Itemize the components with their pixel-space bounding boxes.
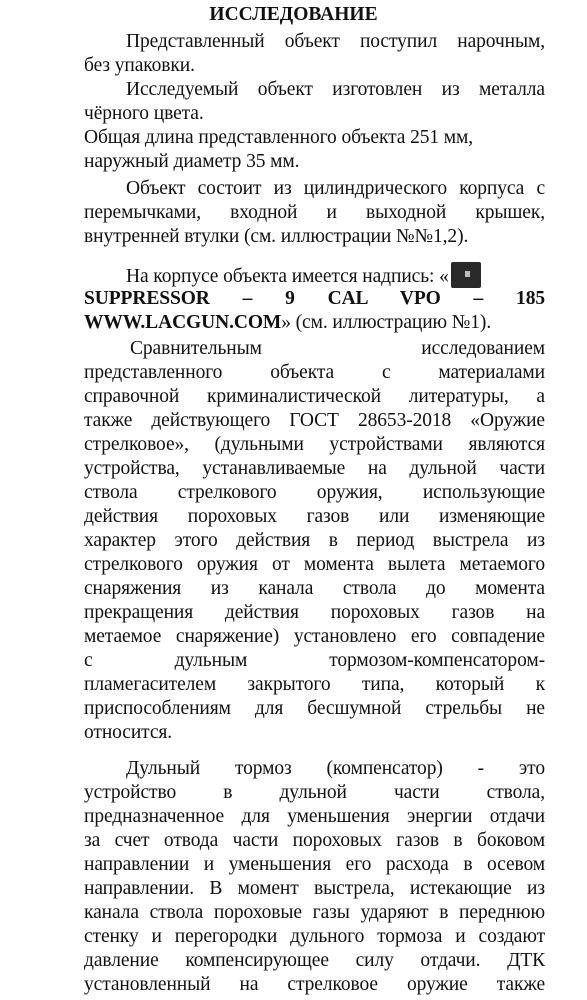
text-line: относится. [84, 722, 173, 743]
text-line: устройство в дульной части ствола, [84, 782, 545, 803]
text-line: Исследуемый объект изготовлен из металла [126, 79, 545, 100]
inscription-photo-thumbnail [451, 262, 481, 288]
text-line: Общая длина представленного объекта 251 мм, [84, 127, 474, 148]
text-line [126, 262, 545, 286]
text-line: предназначенное для уменьшения энергии отдачи [84, 806, 545, 827]
text-line: чёрного цвета. [84, 103, 204, 124]
text-line: без упаковки. [84, 55, 195, 76]
inscription-intro: На корпусе объекта имеется надпись: « [126, 266, 449, 287]
text-line: действия пороховых газов или изменяющие [84, 506, 545, 527]
text-line: устройства, устанавливаемые на дульной части [84, 458, 545, 479]
text-line: также действующего ГОСТ 28653-2018 «Оружие [84, 410, 545, 431]
text-line: за счет отвода части пороховых газов в боковом [84, 830, 545, 851]
text-line: Дульный тормоз (компенсатор) - это [126, 758, 545, 779]
text-line: направлении и уменьшения его расхода в осевом [84, 854, 545, 875]
text-line: приспособлениям для бесшумной стрельбы не [84, 698, 545, 719]
illustration-reference: » (см. иллюстрацию №1). [281, 312, 492, 333]
text-line: стенку и перегородки дульного тормоза и создают [84, 926, 545, 947]
text-line: пламегасителем закрытого типа, который к [84, 674, 545, 695]
text-line: прекращения действия пороховых газов на [84, 602, 545, 623]
text-line: канала ствола пороховые газы ударяют в переднюю [84, 902, 545, 923]
text-line: Объект состоит из цилиндрического корпуса с [126, 178, 545, 199]
text-line: справочной криминалистической литературы, а [84, 386, 545, 407]
text-line [84, 311, 545, 335]
text-line: с дульным тормозом-компенсатором- [84, 650, 545, 671]
text-line: снаряжения из канала ствола до момента [84, 578, 545, 599]
text-line: внутренней втулки (см. иллюстрации №№1,2). [84, 226, 469, 247]
inscription-text: SUPPRESSOR – 9 CAL VPO – 185 [84, 288, 545, 309]
text-line: метаемое снаряжение) установлено его совпадение [84, 626, 545, 647]
text-line: направлении. В момент выстрела, истекающие из [84, 878, 545, 899]
text-line: представленного объекта с материалами [84, 362, 545, 383]
text-line: установленный на стрелковое оружие также [84, 974, 545, 995]
text-line: Сравнительным исследованием [130, 338, 545, 359]
page-title: ИССЛЕДОВАНИЕ [209, 4, 378, 25]
text-line: характер этого действия в период выстрела из [84, 530, 545, 551]
website-inscription: WWW.LACGUN.COM [84, 312, 282, 333]
text-line: перемычками, входной и выходной крышек, [84, 202, 545, 223]
text-line: давление компенсирующее силу отдачи. ДТК [84, 950, 545, 971]
text-line: Представленный объект поступил нарочным, [126, 31, 545, 52]
text-line: стрелкового оружия от момента вылета метаемого [84, 554, 545, 575]
text-line: стрелковое», (дульными устройствами являются [84, 434, 545, 455]
text-line: ствола стрелкового оружия, использующие [84, 482, 545, 503]
text-line: наружный диаметр 35 мм. [84, 151, 300, 172]
